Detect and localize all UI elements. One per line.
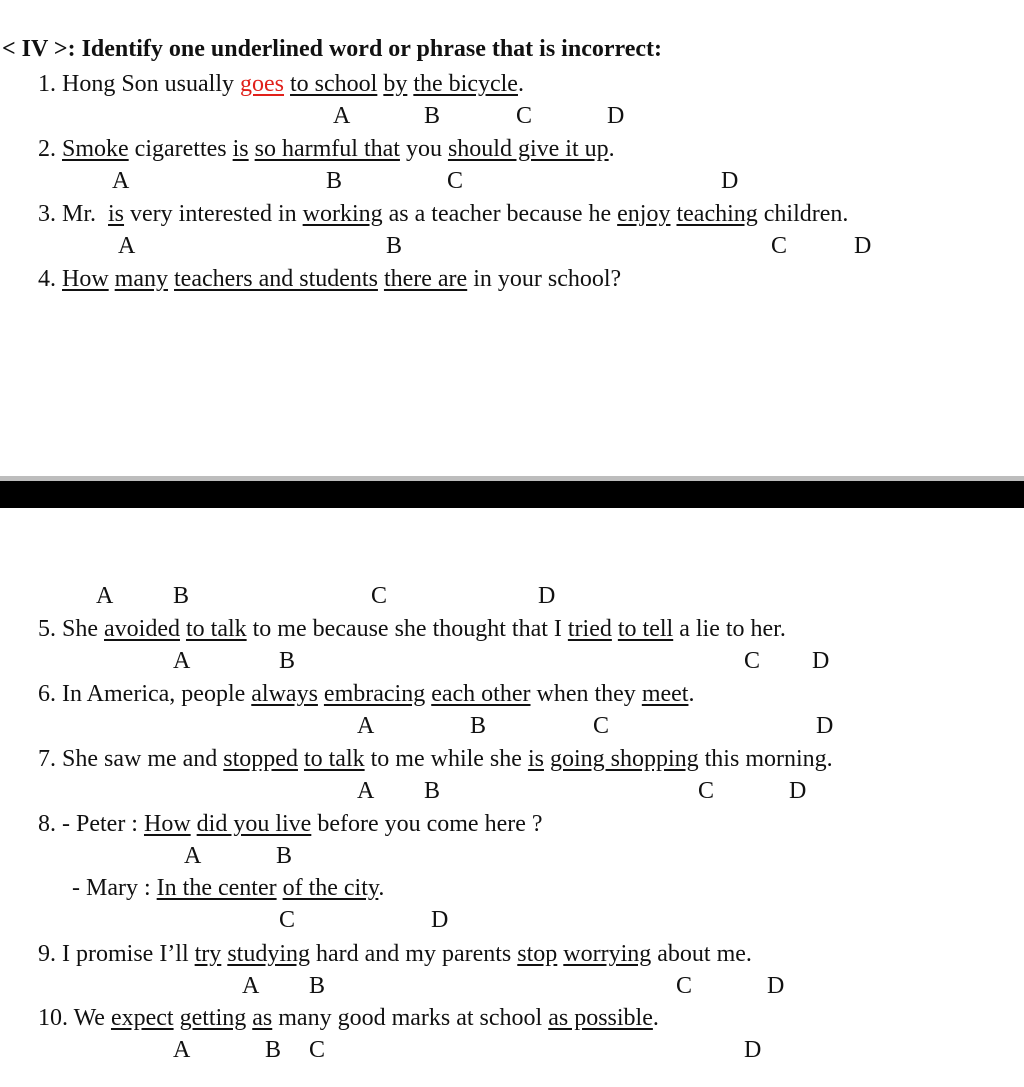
option-b: to talk	[303, 746, 365, 772]
label-d: D	[812, 648, 830, 674]
label-b: B	[424, 103, 441, 129]
label-d: D	[431, 907, 449, 933]
label-d: D	[607, 103, 625, 129]
option-b: did you live	[196, 811, 312, 837]
label-d: D	[538, 583, 556, 609]
option-d: to tell	[617, 616, 674, 642]
label-a: A	[357, 713, 375, 739]
label-d: D	[789, 778, 807, 804]
option-b: working	[302, 201, 383, 227]
option-a: always	[251, 681, 318, 707]
option-c: by	[383, 71, 408, 97]
label-b: B	[265, 1037, 282, 1063]
label-a: A	[357, 778, 375, 804]
option-a: try	[194, 941, 222, 967]
option-b: getting	[179, 1005, 247, 1031]
option-c: tried	[567, 616, 612, 642]
option-a: expect	[110, 1005, 174, 1031]
label-b: B	[279, 648, 296, 674]
question-8-reply: - Mary : In the center of the city.	[72, 875, 385, 901]
option-a: Smoke	[62, 136, 129, 162]
label-c: C	[698, 778, 715, 804]
option-d: teaching	[676, 201, 758, 227]
label-c: C	[771, 233, 788, 259]
label-c: C	[516, 103, 533, 129]
option-b: embracing	[323, 681, 426, 707]
option-d: the bicycle	[413, 71, 518, 97]
option-c: enjoy	[617, 201, 671, 227]
question-4: 4. How many teachers and students there are in your school?	[38, 266, 622, 292]
question-7: 7. She saw me and stopped to talk to me while she is going shopping this morning.	[38, 746, 833, 772]
question-6: 6. In America, people always embracing each other when they meet.	[38, 681, 695, 707]
label-a: A	[96, 583, 114, 609]
label-d: D	[744, 1037, 762, 1063]
label-c: C	[744, 648, 761, 674]
option-d: of the city	[282, 875, 379, 901]
label-b: B	[424, 778, 441, 804]
label-a: A	[173, 648, 191, 674]
option-a: is	[108, 201, 125, 227]
option-c: In the center	[156, 875, 277, 901]
exercise-title: < IV >: Identify one underlined word or phrase that is incorrect:	[2, 36, 663, 62]
label-a: A	[173, 1037, 191, 1063]
label-d: D	[816, 713, 834, 739]
label-a: A	[333, 103, 351, 129]
option-c: stop	[517, 941, 558, 967]
option-b: is	[232, 136, 249, 162]
label-b: B	[470, 713, 487, 739]
option-b: many	[114, 266, 168, 292]
label-d: D	[854, 233, 872, 259]
option-a: How	[143, 811, 191, 837]
option-c: so harmful that	[254, 136, 400, 162]
option-d: there are	[383, 266, 468, 292]
option-b: to school	[290, 71, 378, 97]
label-c: C	[593, 713, 610, 739]
option-a: How	[62, 266, 109, 292]
label-d: D	[721, 168, 739, 194]
option-a: goes	[240, 71, 285, 97]
question-8: 8. - Peter : How did you live before you come here ?	[38, 811, 543, 837]
option-d: going shopping	[549, 746, 699, 772]
option-a: stopped	[223, 746, 298, 772]
option-b: to talk	[185, 616, 247, 642]
label-c: C	[676, 973, 693, 999]
label-a: A	[112, 168, 130, 194]
option-c: each other	[431, 681, 531, 707]
label-b: B	[276, 843, 293, 869]
label-b: B	[173, 583, 190, 609]
option-b: studying	[227, 941, 310, 967]
option-d: as possible	[548, 1005, 653, 1031]
option-c: is	[527, 746, 544, 772]
label-b: B	[309, 973, 326, 999]
option-c: as	[252, 1005, 273, 1031]
page-divider	[0, 481, 1024, 508]
label-a: A	[242, 973, 260, 999]
question-9: 9. I promise I’ll try studying hard and my parents stop worrying about me.	[38, 941, 752, 967]
label-c: C	[371, 583, 388, 609]
label-b: B	[326, 168, 343, 194]
question-5: 5. She avoided to talk to me because she thought that I tried to tell a lie to her.	[38, 616, 786, 642]
label-a: A	[118, 233, 136, 259]
label-c: C	[279, 907, 296, 933]
option-d: meet	[641, 681, 689, 707]
question-2: 2. Smoke cigarettes is so harmful that you should give it up.	[38, 136, 615, 162]
label-d: D	[767, 973, 785, 999]
option-a: avoided	[104, 616, 180, 642]
label-a: A	[184, 843, 202, 869]
question-3: 3. Mr. is very interested in working as a teacher because he enjoy teaching children.	[38, 201, 849, 227]
label-b: B	[386, 233, 403, 259]
option-d: should give it up	[447, 136, 609, 162]
question-1: 1. Hong Son usually goes to school by the bicycle.	[38, 71, 524, 97]
question-10: 10. We expect getting as many good marks at school as possible.	[38, 1005, 659, 1031]
option-c: teachers and students	[174, 266, 378, 292]
label-c: C	[309, 1037, 326, 1063]
option-d: worrying	[563, 941, 652, 967]
label-c: C	[447, 168, 464, 194]
